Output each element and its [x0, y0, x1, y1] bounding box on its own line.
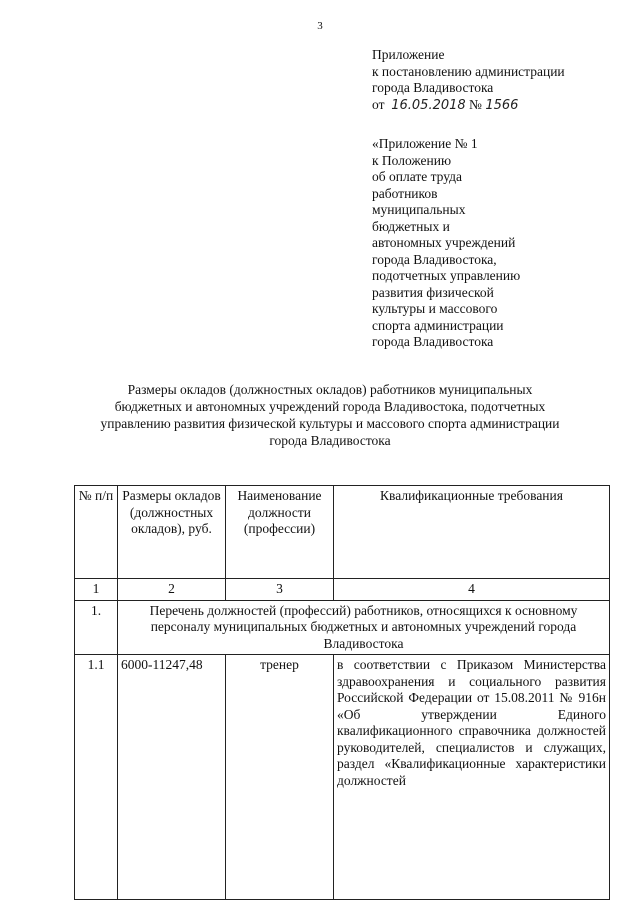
sub-appendix-line: города Владивостока [372, 334, 494, 349]
row-salary: 6000-11247,48 [118, 655, 226, 900]
sub-appendix-line: культуры и массового [372, 301, 498, 316]
appendix-line-2: к постановлению администрации [372, 63, 565, 79]
title-line: города Владивостока [269, 433, 391, 448]
number-label: № [469, 96, 482, 112]
sub-appendix-line: бюджетных и [372, 218, 450, 234]
header-position: Наименование должности (профессии) [226, 486, 334, 579]
document-title [40, 381, 620, 449]
section-title: Перечень должностей (профессий) работников, относящихся к основному персоналу муниципальных бюджетных и автономных учреждений города Владивостока [118, 600, 610, 655]
header-requirements: Квалификационные требования [334, 486, 610, 579]
sub-appendix-line: к Положению [372, 152, 452, 168]
sub-appendix-line: работников [372, 185, 438, 201]
header-salary: Размеры окладов (должностных окладов), руб. [118, 486, 226, 579]
sub-appendix-line: подотчетных управлению [372, 268, 521, 283]
title-line: бюджетных и автономных учреждений города Владивостока, подотчетных [114, 399, 546, 414]
appendix-line-3: города Владивостока [372, 80, 494, 95]
row-position: тренер [226, 655, 334, 900]
appendix-title: Приложение [372, 47, 445, 62]
spacer [372, 114, 632, 136]
column-number: 2 [118, 579, 226, 601]
header-num: № п/п [75, 486, 118, 579]
title-line: Размеры окладов (должностных окладов) работников муниципальных [127, 382, 533, 397]
sub-appendix-line: об оплате труда [372, 169, 463, 184]
table-header-row [75, 486, 610, 579]
from-label: от [372, 96, 385, 112]
appendix-date-line [372, 97, 632, 115]
section-num: 1. [75, 600, 118, 655]
handwritten-number: 1566 [485, 97, 519, 113]
column-number-row [75, 579, 610, 601]
title-line: управлению развития физической культуры и массового спорта администрации [100, 416, 560, 431]
section-row [75, 600, 610, 655]
page-number: 3 [317, 20, 323, 32]
sub-appendix-line: «Приложение № 1 [372, 136, 478, 151]
sub-appendix-line: спорта администрации [372, 317, 504, 333]
sub-appendix-line: автономных учреждений [372, 235, 516, 250]
column-number: 1 [75, 579, 118, 601]
handwritten-date: 16.05.2018 [391, 97, 466, 113]
sub-appendix-line: развития физической [372, 284, 494, 300]
salary-table [74, 485, 610, 900]
sub-appendix-line: города Владивостока, [372, 251, 497, 267]
row-num: 1.1 [75, 655, 118, 900]
column-number: 3 [226, 579, 334, 601]
sub-appendix-line: муниципальных [372, 202, 466, 217]
column-number: 4 [334, 579, 610, 601]
appendix-block [372, 47, 632, 351]
row-requirements: в соответствии с Приказом Министерства здравоохранения и социального развития Российской Федерации от 15.08.2011 № 916н «Об утверждении Единого квалификационного справочника должностей руководителей, специалистов и служащих, раздел «Квалификационные характеристики должностей [334, 655, 610, 900]
table-row [75, 655, 610, 900]
